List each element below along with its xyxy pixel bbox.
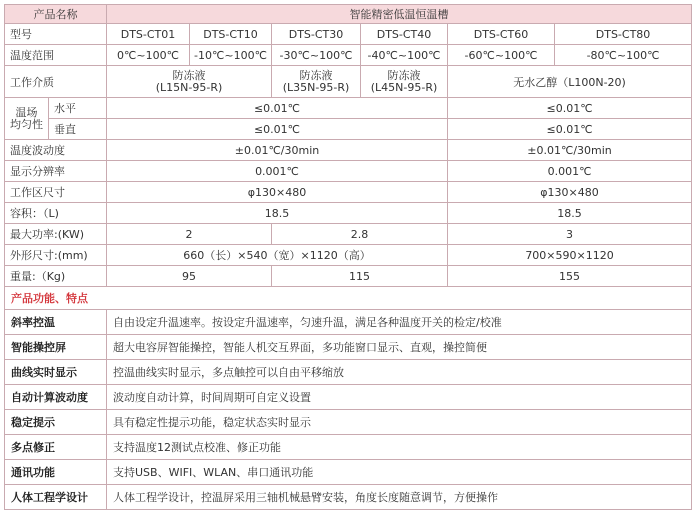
power-row (5, 224, 692, 245)
weight-value-b: 115 (272, 266, 448, 287)
resolution-label: 显示分辨率 (5, 161, 107, 182)
fluctuation-row (5, 140, 692, 161)
uniformity-label-line2: 均匀性 (10, 117, 43, 131)
feature-row (5, 485, 692, 510)
feature-name: 自动计算波动度 (5, 385, 107, 410)
medium-row (5, 66, 692, 98)
weight-value-c: 155 (448, 266, 692, 287)
horizontal-value-b: ≤0.01℃ (448, 98, 692, 119)
fluctuation-label: 温度波动度 (5, 140, 107, 161)
power-value-b: 2.8 (272, 224, 448, 245)
feature-row (5, 410, 692, 435)
dimensions-value-a: 660（长）×540（宽）×1120（高） (107, 245, 448, 266)
medium-label: 工作介质 (5, 66, 107, 98)
work-size-row (5, 182, 692, 203)
features-title: 产品功能、特点 (5, 287, 692, 310)
feature-desc: 控温曲线实时显示，多点触控可以自由平移缩放 (107, 360, 692, 385)
medium-cell-d: 无水乙醇（L100N-20) (448, 66, 692, 98)
resolution-row (5, 161, 692, 182)
medium-c-line2: (L45N-95-R) (370, 80, 438, 94)
model-cell: DTS-CT80 (555, 24, 692, 45)
uniformity-label (5, 98, 49, 140)
medium-b-line1: 防冻液 (299, 68, 333, 82)
power-value-a: 2 (107, 224, 272, 245)
feature-desc: 支持温度12测试点校准、修正功能 (107, 435, 692, 460)
feature-row (5, 385, 692, 410)
features-title-row (5, 287, 692, 310)
feature-name: 智能操控屏 (5, 335, 107, 360)
fluctuation-value-b: ±0.01℃/30min (448, 140, 692, 161)
dimensions-label: 外形尺寸:(mm) (5, 245, 107, 266)
power-label: 最大功率:(KW) (5, 224, 107, 245)
volume-value-a: 18.5 (107, 203, 448, 224)
feature-desc: 具有稳定性提示功能，稳定状态实时显示 (107, 410, 692, 435)
vertical-value-a: ≤0.01℃ (107, 119, 448, 140)
feature-desc: 超大电容屏智能操控，智能人机交互界面，多功能窗口显示、直观，操控简便 (107, 335, 692, 360)
weight-label: 重量:（Kg) (5, 266, 107, 287)
model-label: 型号 (5, 24, 107, 45)
feature-name: 斜率控温 (5, 310, 107, 335)
weight-value-a: 95 (107, 266, 272, 287)
model-cell: DTS-CT60 (448, 24, 555, 45)
uniformity-label-line1: 温场 (15, 105, 38, 119)
spec-table (4, 4, 692, 510)
feature-name: 多点修正 (5, 435, 107, 460)
volume-row (5, 203, 692, 224)
uniformity-horizontal-row (5, 98, 692, 119)
feature-name: 通讯功能 (5, 460, 107, 485)
model-cell: DTS-CT01 (107, 24, 190, 45)
volume-value-b: 18.5 (448, 203, 692, 224)
feature-row (5, 460, 692, 485)
medium-a-line1: 防冻液 (172, 68, 206, 82)
dimensions-value-b: 700×590×1120 (448, 245, 692, 266)
temp-range-cell: 0℃~100℃ (107, 45, 190, 66)
feature-desc: 支持USB、WIFI、WLAN、串口通讯功能 (107, 460, 692, 485)
temp-range-cell: -40℃~100℃ (361, 45, 448, 66)
temp-range-cell: -30℃~100℃ (272, 45, 361, 66)
feature-row (5, 335, 692, 360)
model-row (5, 24, 692, 45)
work-size-label: 工作区尺寸 (5, 182, 107, 203)
model-cell: DTS-CT10 (190, 24, 272, 45)
model-cell: DTS-CT30 (272, 24, 361, 45)
medium-b-line2: (L35N-95-R) (282, 80, 350, 94)
medium-a-line2: (L15N-95-R) (155, 80, 223, 94)
resolution-value-b: 0.001℃ (448, 161, 692, 182)
volume-label: 容积：（L) (5, 203, 107, 224)
feature-row (5, 435, 692, 460)
vertical-value-b: ≤0.01℃ (448, 119, 692, 140)
model-cell: DTS-CT40 (361, 24, 448, 45)
header-row (5, 5, 692, 24)
temp-range-cell: -60℃~100℃ (448, 45, 555, 66)
medium-c-line1: 防冻液 (387, 68, 421, 82)
horizontal-label: 水平 (49, 98, 107, 119)
medium-cell-b (272, 66, 361, 98)
temp-range-cell: -10℃~100℃ (190, 45, 272, 66)
resolution-value-a: 0.001℃ (107, 161, 448, 182)
temp-range-cell: -80℃~100℃ (555, 45, 692, 66)
feature-row (5, 360, 692, 385)
uniformity-vertical-row (5, 119, 692, 140)
temp-range-label: 温度范围 (5, 45, 107, 66)
vertical-label: 垂直 (49, 119, 107, 140)
feature-name: 稳定提示 (5, 410, 107, 435)
medium-cell-c (361, 66, 448, 98)
work-size-value-b: φ130×480 (448, 182, 692, 203)
horizontal-value-a: ≤0.01℃ (107, 98, 448, 119)
fluctuation-value-a: ±0.01℃/30min (107, 140, 448, 161)
feature-desc: 人体工程学设计，控温屏采用三轴机械悬臂安装，角度长度随意调节，方便操作 (107, 485, 692, 510)
spec-table-container (4, 4, 691, 510)
work-size-value-a: φ130×480 (107, 182, 448, 203)
dimensions-row (5, 245, 692, 266)
product-name-label: 产品名称 (5, 5, 107, 24)
power-value-c: 3 (448, 224, 692, 245)
feature-name: 曲线实时显示 (5, 360, 107, 385)
feature-desc: 自由设定升温速率。按设定升温速率，匀速升温，满足各种温度开关的检定/校准 (107, 310, 692, 335)
feature-row (5, 310, 692, 335)
feature-name: 人体工程学设计 (5, 485, 107, 510)
feature-desc: 波动度自动计算，时间周期可自定义设置 (107, 385, 692, 410)
product-name-value: 智能精密低温恒温槽 (107, 5, 692, 24)
weight-row (5, 266, 692, 287)
temp-range-row (5, 45, 692, 66)
medium-cell-a (107, 66, 272, 98)
